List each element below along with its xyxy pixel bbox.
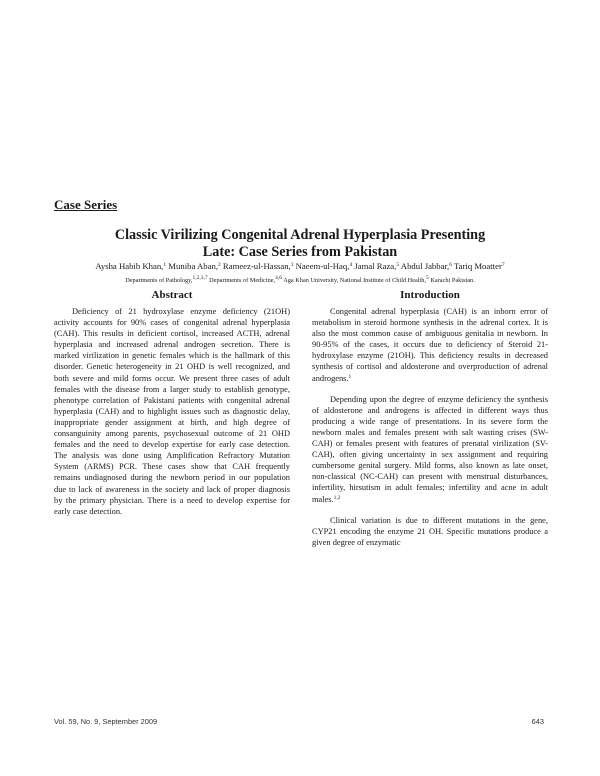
author: Muniba Aban,$^2$ xyxy=(168,261,221,271)
intro-paragraph-3: Clinical variation is due to different mutations in the gene, CYP21 encoding the enzyme 21 OH. Specific mutations produce a given degree of enzymatic xyxy=(312,515,548,547)
section-label: Case Series xyxy=(54,197,118,212)
journal-citation: Vol. 59, No. 9, September 2009 xyxy=(54,717,158,726)
page-number: 643 xyxy=(531,717,544,726)
abstract-column xyxy=(54,306,290,517)
author: Naeem-ul-Haq,$^4$ xyxy=(295,261,353,271)
author: Aysha Habib Khan,$^1$ xyxy=(95,261,167,271)
author: Rameez-ul-Hassan,$^3$ xyxy=(222,261,294,271)
intro-paragraph-1: Congenital adrenal hyperplasia (CAH) is an inborn error of metabolism in steroid hormone synthesis in the adrenal cortex. It is also the most common cause of ambiguous genitalia in newborn. In 90-95% of the cases, it occurs due to deficiency of Steroid 21-hydroxylase enzyme (21OH). This deficiency results in decreased synthesis of cortisol and aldosterone and overproduction of adrenal androgens.$^1$ xyxy=(312,307,548,383)
author-list xyxy=(40,261,560,272)
article-title xyxy=(60,227,540,261)
title-line-2: Late: Case Series from Pakistan xyxy=(202,244,398,260)
introduction-heading: Introduction xyxy=(400,289,460,301)
author: Abdul Jabbar,$^6$ xyxy=(400,261,452,271)
intro-paragraph-2: Depending upon the degree of enzyme deficiency the synthesis of aldosterone and androgens is affected in different ways thus producing a wide range of presentations. In its severe form the newborn males and females present with salt wasting crises (SW-CAH) or females present with features of prenatal virilization (SV-CAH), often giving uncertainty in sex assignment and requiring cumbersome genital surgery. Mild forms, also known as late onset, non-classical (NC-CAH) can present with menstrual disturbances, infertility, hirsutism in adult females; infertility and acne in adult males.$^{1,2}$ xyxy=(312,394,548,504)
title-line-1: Classic Virilizing Congenital Adrenal Hyperplasia Presenting xyxy=(114,227,486,243)
author: Tariq Moatter$^7$ xyxy=(453,261,505,271)
introduction-column xyxy=(312,306,548,548)
author: Jamal Raza,$^5$ xyxy=(354,261,400,271)
abstract-heading: Abstract xyxy=(151,289,193,301)
abstract-text: Deficiency of 21 hydroxylase enzyme deficiency (21OH) activity accounts for 90% cases of congenital adrenal hyperplasia (CAH). This results in deficient cortisol, increased ACTH, adrenal hyperplasia and increased adrenal androgen secretion. There is marked virilization in genetic females which is the hallmark of this disorder. Genetic heterogeneity in 21 OHD is well recognized, and both severe and mild forms occur. We present three cases of adult females with the disease from a larger study to establish genotype, phenotype correlation of Pakistani patients with congenital adrenal hyperplasia (CAH) and to highlight issues such as diagnostic delay, inappropriate gender assignment at birth, and high degree of consanguinity among parents, psychosexual outcome of 21 OHD females and the need to develop expertise for early case detection. The analysis was done using Amplification Refractory Mutation System (ARMS) PCR. These cases show that CAH frequently remains undiagnosed during the newborn period in our population due to lack of awareness in the society and lack of proper diagnosis by the primary physician. There is a need to develop expertise for early case detection. xyxy=(54,307,290,516)
affiliations: Departments of Pathology,$^{1,2,3,7}$ Departments of Medicine,$^{4,6}$ Aga Khan University, National Institute of Child Health,$^5$ Karachi Pakistan. xyxy=(125,275,475,284)
